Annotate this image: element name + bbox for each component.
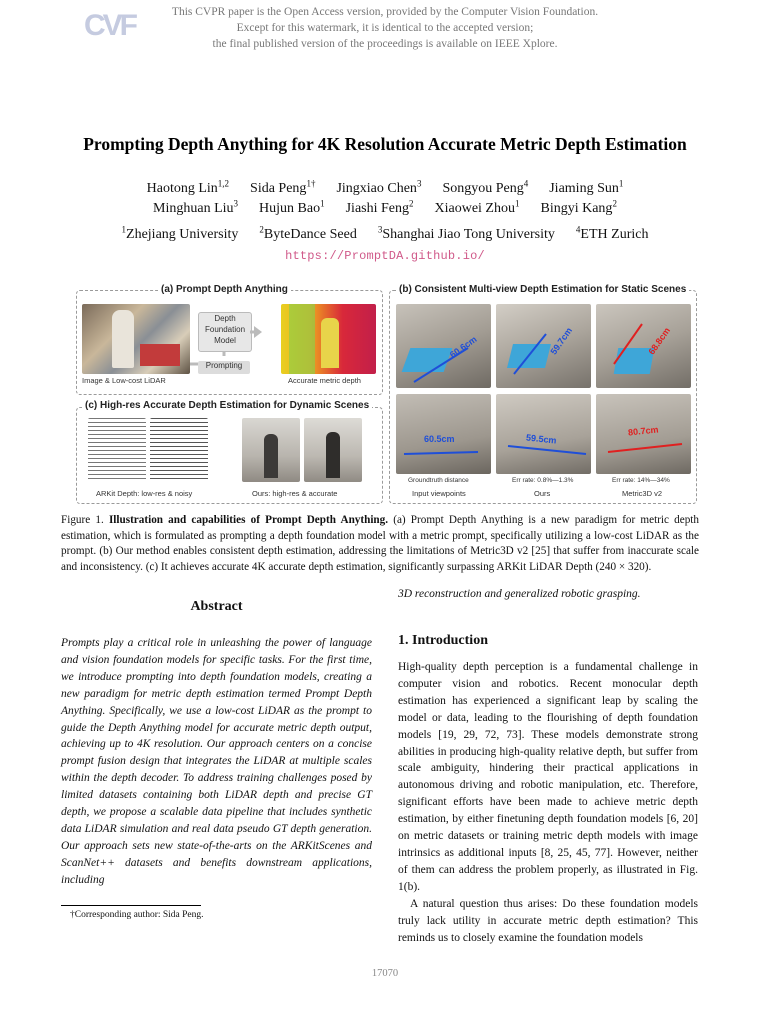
- measurement-label: 59.7cm: [548, 325, 575, 357]
- project-url[interactable]: https://PromptDA.github.io/: [285, 249, 485, 263]
- panel-c-title: (c) High-res Accurate Depth Estimation for Dynamic Scenes: [82, 400, 372, 411]
- panel-b-title: (b) Consistent Multi-view Depth Estimation for Static Scenes: [396, 284, 689, 295]
- authors-row-1: [0, 178, 770, 197]
- column-label: Metric3D v2: [622, 489, 663, 498]
- depth-foundation-model: Depth Foundation Model: [198, 312, 252, 352]
- svg-text:CVF: CVF: [84, 9, 135, 40]
- affiliations: [0, 224, 770, 243]
- arkit-depth-image-1: [88, 418, 146, 482]
- affiliation: $^4$ETH Zurich: [575, 224, 649, 242]
- row-note: Groundtruth distance: [408, 477, 469, 484]
- cvf-logo: [82, 6, 140, 40]
- measurement-label: 60.5cm: [424, 434, 455, 444]
- author: Jiashi Feng$^2$: [345, 198, 414, 216]
- prompting-box: Prompting: [198, 361, 250, 374]
- affiliation: $^1$Zhejiang University: [121, 224, 239, 242]
- author: Jiaming Sun$^1$: [549, 178, 624, 196]
- author: Jingxiao Chen$^3$: [336, 178, 422, 196]
- arkit-label: ARKit Depth: low-res & noisy: [96, 489, 193, 498]
- figure-caption: [61, 513, 699, 575]
- footnote-rule: [61, 905, 201, 906]
- watermark-line: Except for this watermark, it is identical to the accepted version;: [236, 22, 534, 34]
- depth-output: [281, 304, 376, 374]
- measurement-lines: [396, 304, 692, 474]
- watermark-line: the final published version of the proceedings is available on IEEE Xplore.: [212, 38, 558, 50]
- measurement-label: 59.5cm: [525, 432, 557, 446]
- measurement-label: 80.7cm: [627, 424, 659, 438]
- row-note: Err rate: 14%—34%: [612, 477, 670, 484]
- author: Bingyi Kang$^2$: [540, 198, 617, 216]
- intro-paragraph: A natural question thus arises: Do these foundation models truly lack utility in accurate metric depth estimation? This reminds us to closely examine the foundation models: [398, 897, 698, 944]
- input-label: Image & Low-cost LiDAR: [82, 376, 166, 385]
- abstract-continuation: 3D reconstruction and generalized robotic grasping.: [398, 588, 641, 600]
- author: Songyou Peng$^4$: [442, 178, 529, 196]
- ours-depth-image-1: [242, 418, 300, 482]
- abstract-heading: Abstract: [190, 599, 243, 614]
- panel-a-title: (a) Prompt Depth Anything: [158, 284, 291, 295]
- watermark-line: This CVPR paper is the Open Access version, provided by the Computer Vision Foundation.: [171, 6, 599, 18]
- measurement-label: 68.8cm: [646, 325, 673, 357]
- caption-text: (a) Prompt Depth Anything is a new paradigm for metric depth estimation, which is formulated as prompting a depth foundation model with a metric prompt, specifically utilizing a low-cost LiDAR as the prompt. (b) Our method enables consistent depth estimation, addressing the limitations of Metric3D v2 [25] that suffer from inaccurate scale and inconsistency. (c) It achieves accurate 4K accurate depth estimation, significantly surpassing ARKit LiDAR Depth (240 × 320).: [61, 514, 700, 573]
- column-label: Input viewpoints: [412, 489, 466, 498]
- measurement-label: 60.6cm: [447, 334, 479, 360]
- author: Xiaowei Zhou$^1$: [434, 198, 520, 216]
- paper-title: Prompting Depth Anything for 4K Resolution Accurate Metric Depth Estimation: [83, 134, 687, 154]
- abstract-text: Prompts play a critical role in unleashing the power of language and vision foundation models for specific tasks. For the first time, we introduce prompting into depth foundation models, creating a new paradigm for metric depth estimation termed Prompt Depth Anything. Specifically, we use a low-cost LiDAR as the prompt to guide the Depth Anything model for accurate metric depth output, achieving up to 4K resolution. Our approach centers on a concise prompt fusion design that integrates the LiDAR at multiple scales within the depth decoder. To address training challenges posed by limited datasets containing both LiDAR depth and precise GT depth, we propose a scalable data pipeline that includes synthetic data LiDAR simulation and real data pseudo GT depth generation. Our approach sets new state-of-the-arts on the ARKitScenes and ScanNet++ datasets and benefits downstream applications, including: [61, 637, 372, 886]
- caption-bold: Illustration and capabilities of Prompt Depth Anything.: [108, 514, 389, 526]
- authors-row-2: [0, 198, 770, 217]
- column-label: Ours: [534, 489, 551, 498]
- author: Haotong Lin$^{1,2}$: [146, 178, 230, 196]
- affiliation: $^2$ByteDance Seed: [259, 224, 357, 242]
- watermark: [150, 4, 620, 52]
- intro-heading: 1. Introduction: [398, 633, 488, 648]
- row-note: Err rate: 0.8%—1.3%: [512, 477, 574, 484]
- input-image: [82, 304, 190, 374]
- intro-paragraph: High-quality depth perception is a fundamental challenge in computer vision and robotics. Recent monocular depth estimation has experienced a significant leap by scaling the model or data, leading to the flourishing of depth foundation models [19, 29, 72, 73]. These models demonstrate strong abilities in producing high-quality relative depth, but suffer from scale ambiguity, hindering their practical applications in autonomous driving and robotic manipulation, etc. Therefore, significant efforts have been made to achieve metric depth estimation, by either finetuning depth foundation models [6, 20] on metric datasets or training metric depth models with image intrinsics as additional inputs [8, 25, 45, 77]. However, neither of them can address the problem properly, as illustrated in Fig. 1(b).: [398, 661, 698, 893]
- ours-depth-image-2: [304, 418, 362, 482]
- author: Hujun Bao$^1$: [259, 198, 325, 216]
- caption-label: Figure 1.: [61, 514, 104, 526]
- affiliation: $^3$Shanghai Jiao Tong University: [377, 224, 555, 242]
- author: Minghuan Liu$^3$: [153, 198, 239, 216]
- intro-body: [398, 659, 698, 946]
- footnote: †Corresponding author: Sida Peng.: [70, 910, 204, 920]
- figure-1: [76, 284, 697, 504]
- output-label: Accurate metric depth: [288, 376, 361, 385]
- author: Sida Peng$^{1\dagger}$: [250, 178, 316, 196]
- page-number: 17070: [371, 968, 399, 979]
- ours-label: Ours: high-res & accurate: [252, 489, 338, 498]
- arkit-depth-image-2: [150, 418, 208, 482]
